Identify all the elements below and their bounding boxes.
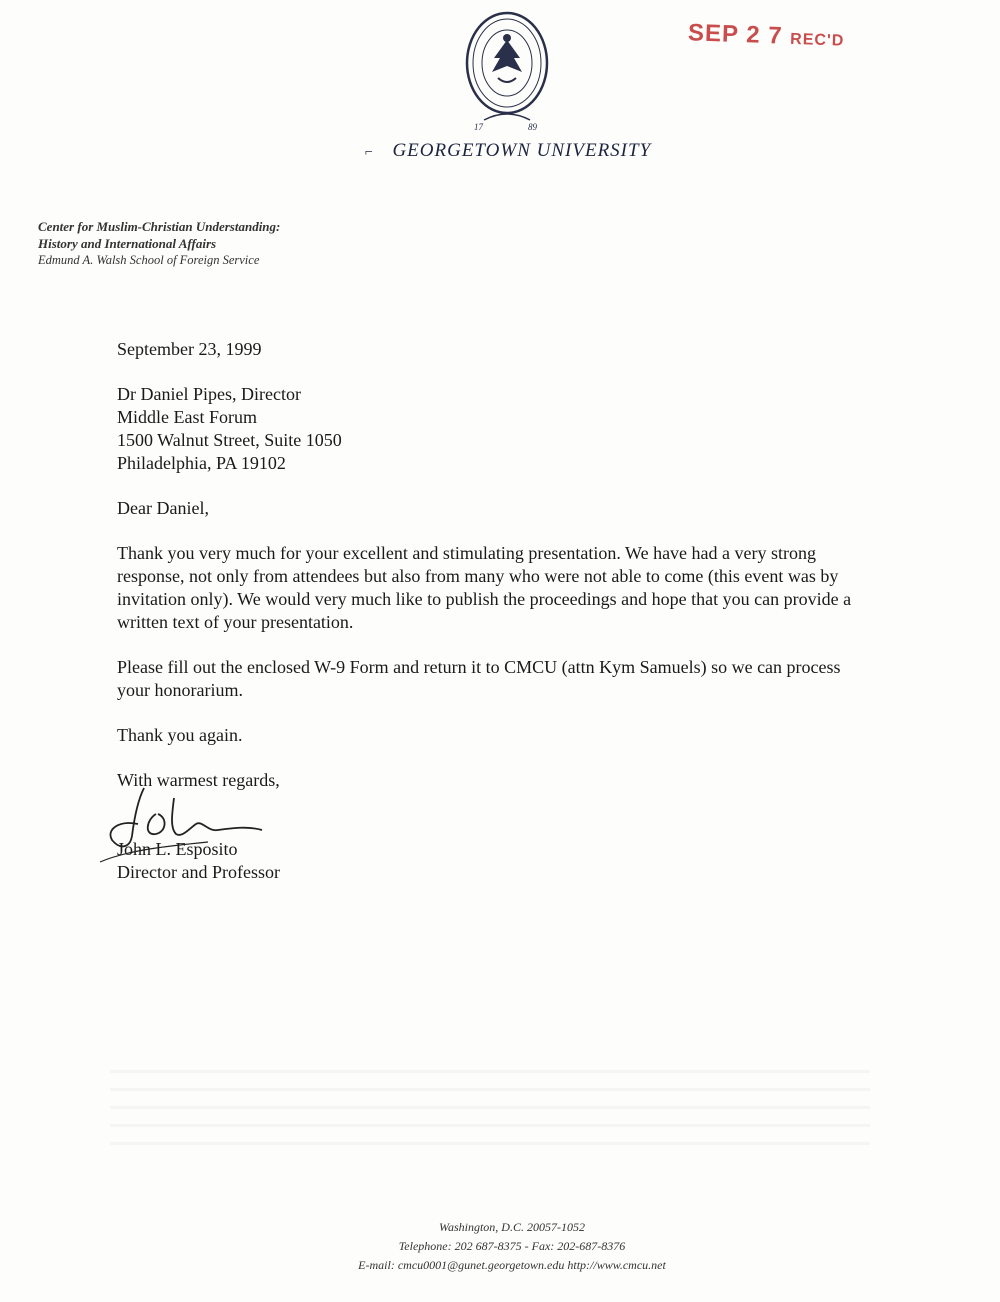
- svg-text:89: 89: [528, 122, 537, 132]
- footer-city: Washington, D.C. 20057-1052: [439, 1220, 585, 1234]
- department-line-3: Edmund A. Walsh School of Foreign Service: [38, 253, 260, 267]
- closing: With warmest regards,: [117, 770, 280, 790]
- bleed-through: [110, 1070, 870, 1150]
- signature-icon: [98, 780, 278, 876]
- signer-title: Director and Professor: [117, 862, 280, 882]
- signer-name: John L. Esposito: [117, 839, 238, 859]
- department-line-1: Center for Muslim-Christian Understanding:: [38, 219, 281, 234]
- svg-text:17: 17: [474, 122, 483, 132]
- body-paragraph-3: Thank you again.: [117, 725, 243, 745]
- stamp-received: REC'D: [789, 30, 845, 50]
- address-line: Middle East Forum: [117, 407, 257, 427]
- university-name: ⌐ GEORGETOWN UNIVERSITY: [364, 140, 652, 161]
- footer-email-web: E-mail: cmcu0001@gunet.georgetown.edu http://www.cmcu.net: [358, 1258, 666, 1272]
- body-paragraph-2: Please fill out the enclosed W-9 Form and return it to CMCU (attn Kym Samuels) so we can process your honorarium.: [117, 657, 841, 700]
- recipient-address: [117, 383, 877, 475]
- letter-date: September 23, 1999: [117, 339, 262, 359]
- footer-phone: Telephone: 202 687-8375 - Fax: 202-687-8376: [398, 1239, 626, 1253]
- address-line: Dr Daniel Pipes, Director: [117, 384, 301, 404]
- footer-contact: [0, 1218, 1000, 1275]
- salutation: Dear Daniel,: [117, 498, 209, 518]
- department-line-2: History and International Affairs: [38, 236, 217, 251]
- department-block: [38, 218, 280, 269]
- address-line: 1500 Walnut Street, Suite 1050: [117, 430, 342, 450]
- stamp-date: SEP 2 7: [687, 19, 784, 50]
- body-paragraph-1: Thank you very much for your excellent and stimulating presentation. We have had a very strong response, not only from attendees but also from many who were not able to come (this event was by invitation only). We would very much like to publish the proceedings and hope that you can provide a written text of your presentation.: [117, 543, 852, 632]
- university-seal-icon: [462, 8, 552, 133]
- received-stamp: [688, 19, 845, 52]
- address-line: Philadelphia, PA 19102: [117, 453, 286, 473]
- mark-icon: ⌐: [364, 145, 375, 160]
